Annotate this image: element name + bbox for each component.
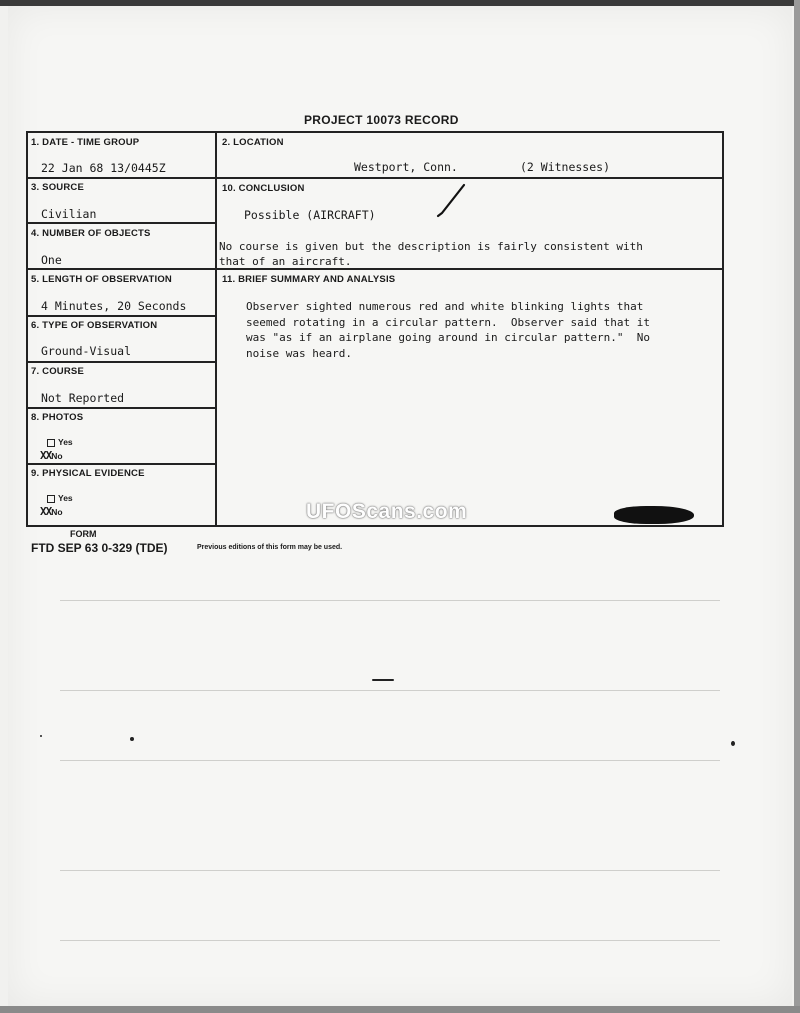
physical-no-option: XXNo xyxy=(40,505,63,518)
ink-smudge xyxy=(614,506,694,524)
date-time-label: 1. DATE - TIME GROUP xyxy=(31,137,140,148)
summary-label: 11. BRIEF SUMMARY AND ANALYSIS xyxy=(222,274,396,285)
location-label: 2. LOCATION xyxy=(222,137,284,148)
photos-label: 8. PHOTOS xyxy=(31,412,84,423)
physical-no-mark: XX xyxy=(40,505,52,518)
type-observation-value: Ground-Visual xyxy=(41,344,132,358)
course-value: Not Reported xyxy=(41,391,125,405)
bleed-line xyxy=(60,600,720,601)
page-title: PROJECT 10073 RECORD xyxy=(304,113,459,127)
bleed-line xyxy=(60,690,720,691)
length-value: 4 Minutes, 20 Seconds xyxy=(41,299,187,313)
location-value: Westport, Conn. xyxy=(354,160,458,174)
source-label: 3. SOURCE xyxy=(31,182,85,193)
form-label: FORM xyxy=(70,529,97,539)
bleed-line xyxy=(60,940,720,941)
scan-speck xyxy=(40,735,42,737)
length-label: 5. LENGTH OF OBSERVATION xyxy=(31,274,172,285)
physical-yes-option: Yes xyxy=(47,493,73,503)
watermark: UFOScans.com xyxy=(306,500,468,523)
physical-evidence-label: 9. PHYSICAL EVIDENCE xyxy=(31,468,145,479)
source-value: Civilian xyxy=(41,207,97,221)
scan-right-edge xyxy=(794,0,800,1013)
scan-speck xyxy=(372,679,394,681)
course-label: 7. COURSE xyxy=(31,366,85,377)
photos-yes-option: Yes xyxy=(47,437,73,447)
conclusion-label: 10. CONCLUSION xyxy=(222,183,305,194)
checkbox-icon xyxy=(47,439,55,447)
checkmark-icon xyxy=(432,183,472,223)
bleed-line xyxy=(60,870,720,871)
type-observation-label: 6. TYPE OF OBSERVATION xyxy=(31,320,158,331)
photos-no-option: XXNo xyxy=(40,449,63,462)
scan-speck xyxy=(130,737,134,741)
scan-bottom-edge xyxy=(0,1006,800,1013)
summary-text: Observer sighted numerous red and white blinking lights that seemed rotating in a circular pattern. Observer said that it was "as if an airplane going around in circular pattern." No noise was heard. xyxy=(246,300,650,360)
form-note: Previous editions of this form may be used. xyxy=(197,544,343,551)
photos-no-mark: XX xyxy=(40,449,52,462)
number-objects-value: One xyxy=(41,253,62,267)
conclusion-value: Possible (AIRCRAFT) xyxy=(244,208,376,222)
conclusion-note: No course is given but the description is fairly consistent with that of an aircraft. xyxy=(219,240,643,268)
location-witnesses: (2 Witnesses) xyxy=(520,160,611,174)
date-time-value: 22 Jan 68 13/0445Z xyxy=(41,161,166,175)
form-code: FTD SEP 63 0-329 (TDE) xyxy=(31,541,168,555)
number-objects-label: 4. NUMBER OF OBJECTS xyxy=(31,228,151,239)
scan-speck xyxy=(731,741,735,746)
checkbox-icon xyxy=(47,495,55,503)
bleed-line xyxy=(60,760,720,761)
